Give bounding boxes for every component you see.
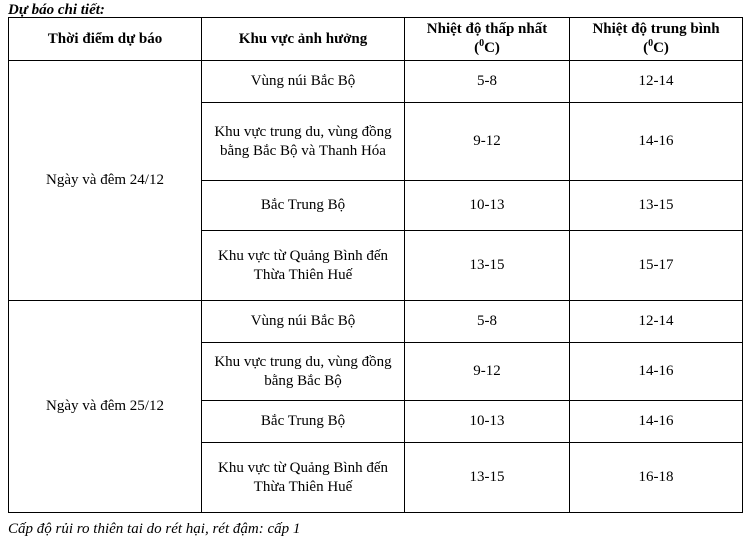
header-area: Khu vực ảnh hưởng [202,18,405,61]
area-cell: Khu vực trung du, vùng đồng bằng Bắc Bộ [202,343,405,401]
avg-temp-cell: 14-16 [570,103,743,181]
min-temp-cell: 5-8 [405,61,570,103]
avg-temp-cell: 12-14 [570,301,743,343]
header-avg-temp [570,18,743,61]
degree-superscript: 0 [648,38,654,49]
forecast-table [8,17,743,513]
min-temp-cell: 9-12 [405,343,570,401]
section-heading: Dự báo chi tiết: [8,2,105,18]
header-unit: C) [653,40,669,56]
forecast-time-cell: Ngày và đêm 24/12 [9,61,202,301]
area-cell: Vùng núi Bắc Bộ [202,301,405,343]
min-temp-cell: 10-13 [405,401,570,443]
avg-temp-cell: 14-16 [570,401,743,443]
degree-superscript: 0 [479,38,485,49]
footnote-partial: Cấp độ rủi ro thiên tai do rét hại, rét đậm: cấp 1 [8,521,301,537]
header-min-temp-label: Nhiệt độ thấp nhất ( [426,21,548,56]
min-temp-cell: 13-15 [405,231,570,301]
area-cell: Khu vực từ Quảng Bình đến Thừa Thiên Huế [202,443,405,513]
area-cell: Vùng núi Bắc Bộ [202,61,405,103]
avg-temp-cell: 15-17 [570,231,743,301]
header-time: Thời điểm dự báo [9,18,202,61]
min-temp-cell: 9-12 [405,103,570,181]
forecast-time-cell: Ngày và đêm 25/12 [9,301,202,513]
area-cell: Khu vực trung du, vùng đồng bằng Bắc Bộ và Thanh Hóa [202,103,405,181]
header-avg-temp-label: Nhiệt độ trung bình ( [592,21,720,56]
area-cell: Bắc Trung Bộ [202,401,405,443]
min-temp-cell: 13-15 [405,443,570,513]
header-unit: C) [484,40,500,56]
min-temp-cell: 5-8 [405,301,570,343]
table-row [9,301,743,343]
area-cell: Bắc Trung Bộ [202,181,405,231]
header-min-temp [405,18,570,61]
avg-temp-cell: 16-18 [570,443,743,513]
min-temp-cell: 10-13 [405,181,570,231]
avg-temp-cell: 14-16 [570,343,743,401]
area-cell: Khu vực từ Quảng Bình đến Thừa Thiên Huế [202,231,405,301]
avg-temp-cell: 13-15 [570,181,743,231]
avg-temp-cell: 12-14 [570,61,743,103]
header-row [9,18,743,61]
table-row [9,61,743,103]
